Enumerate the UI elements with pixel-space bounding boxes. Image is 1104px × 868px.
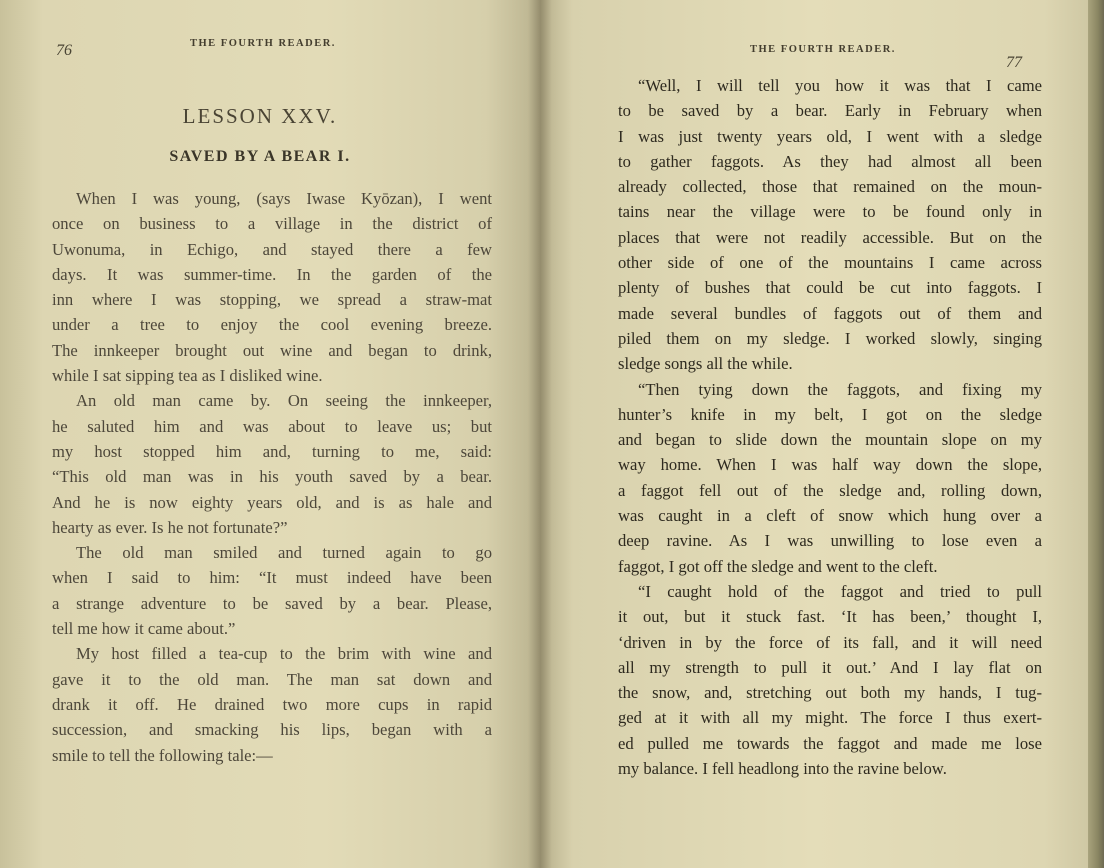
text-line: it out, but it stuck fast. ‘It has been,’ thought I, [618, 607, 1042, 627]
text-line: succession, and smacking his lips, began with a [52, 720, 492, 740]
paragraph [52, 540, 492, 641]
text-line: ged at it with all my might. The force I thus exert- [618, 708, 1042, 728]
text-line: was caught in a cleft of snow which hung over a [618, 506, 1042, 526]
page-number: 76 [56, 42, 72, 59]
paragraph [52, 186, 492, 388]
text-line: other side of one of the mountains I came across [618, 253, 1042, 273]
text-line: days. It was summer-time. In the garden of the [52, 264, 492, 284]
text-line: to gather faggots. As they had almost all been [618, 151, 1042, 171]
paragraph [618, 377, 1042, 579]
text-line: places that were not readily accessible. But on the [618, 227, 1042, 247]
text-line: “I caught hold of the faggot and tried to pull [638, 581, 1042, 601]
text-line: way home. When I was half way down the slope, [618, 455, 1042, 475]
paragraph [618, 73, 1042, 377]
text-line: The old man smiled and turned again to go [76, 543, 492, 563]
text-line: a faggot fell out of the sledge and, rolling down, [618, 480, 1042, 500]
text-line: while I sat sipping tea as I disliked wine. [52, 366, 323, 386]
text-line: and began to slide down the mountain slope on my [618, 430, 1042, 450]
text-line: once on business to a village in the district of [52, 214, 492, 234]
book-gutter [528, 0, 552, 868]
paragraph [52, 388, 492, 540]
text-line: gave it to the old man. The man sat down and [52, 669, 492, 689]
text-line: “Then tying down the faggots, and fixing my [638, 379, 1042, 399]
text-line: My host filled a tea-cup to the brim with wine and [76, 644, 492, 664]
text-line: tains near the village were to be found only in [618, 202, 1042, 222]
text-line: the snow, and, stretching out both my hands, I tug- [618, 683, 1042, 703]
text-line: already collected, those that remained on the moun- [618, 177, 1042, 197]
text-line: sledge songs all the while. [618, 354, 793, 374]
text-line: my host stopped him and, turning to me, said: [52, 441, 492, 461]
text-line: “This old man was in his youth saved by a bear. [52, 467, 492, 487]
page-number: 77 [1006, 54, 1022, 71]
text-line: “Well, I will tell you how it was that I came [638, 76, 1042, 95]
text-line: And he is now eighty years old, and is as hale and [52, 492, 492, 512]
right-page-text [618, 73, 1042, 781]
paragraph [618, 579, 1042, 781]
page-edge [1088, 0, 1104, 868]
text-line: a strange adventure to be saved by a bear. Please, [52, 593, 492, 613]
text-line: The innkeeper brought out wine and began to drink, [52, 340, 492, 360]
text-line: hearty as ever. Is he not fortunate?” [52, 517, 288, 537]
text-line: ‘driven in by the force of its fall, and it will need [618, 632, 1042, 652]
text-line: he saluted him and was about to leave us; but [52, 416, 492, 436]
lesson-subtitle: SAVED BY A BEAR I. [169, 148, 351, 165]
running-head: THE FOURTH READER. [750, 44, 896, 55]
text-line: Uwonuma, in Echigo, and stayed there a few [52, 239, 492, 259]
text-line: under a tree to enjoy the cool evening breeze. [52, 315, 492, 335]
text-line: smile to tell the following tale:— [52, 745, 273, 765]
lesson-title: LESSON XXV. [182, 104, 338, 128]
text-line: when I said to him: “It must indeed have been [52, 568, 492, 588]
text-line: When I was young, (says Iwase Kyōzan), I went [76, 189, 492, 208]
text-line: all my strength to pull it out.’ And I lay flat on [618, 657, 1042, 677]
text-line: ed pulled me towards the faggot and made me lose [618, 733, 1042, 753]
text-line: my balance. I fell headlong into the ravine below. [618, 759, 947, 779]
running-head: THE FOURTH READER. [190, 38, 336, 49]
text-line: tell me how it came about.” [52, 619, 236, 639]
text-line: to be saved by a bear. Early in February when [618, 101, 1042, 121]
text-line: made several bundles of faggots out of them and [618, 303, 1042, 323]
paragraph [52, 641, 492, 767]
text-line: An old man came by. On seeing the innkeeper, [76, 391, 492, 411]
text-line: I was just twenty years old, I went with a sledge [618, 126, 1042, 146]
text-line: inn where I was stopping, we spread a straw-mat [52, 290, 492, 310]
left-page-text [52, 186, 492, 768]
text-line: hunter’s knife in my belt, I got on the sledge [618, 404, 1042, 424]
text-line: piled them on my sledge. I worked slowly, singing [618, 328, 1042, 348]
text-line: plenty of bushes that could be cut into faggots. I [618, 278, 1042, 298]
text-line: deep ravine. As I was unwilling to lose even a [618, 531, 1042, 551]
left-page [0, 0, 540, 868]
text-line: faggot, I got off the sledge and went to the cleft. [618, 556, 938, 576]
text-line: drank it off. He drained two more cups in rapid [52, 694, 492, 714]
